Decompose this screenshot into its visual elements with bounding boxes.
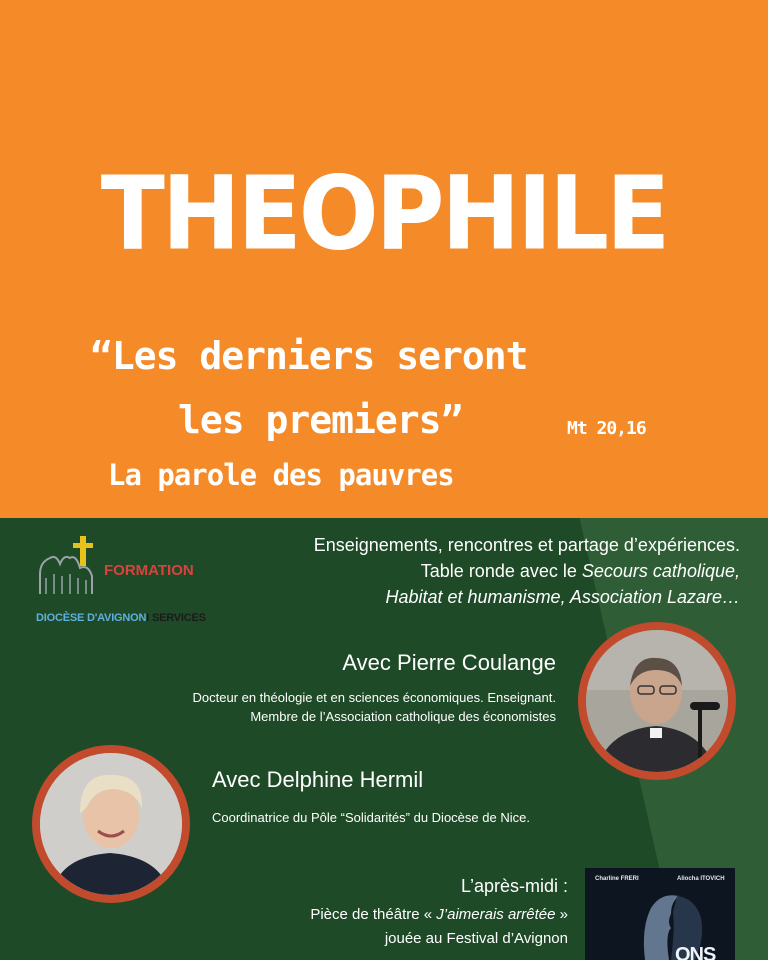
afternoon-play [310,906,568,923]
diocese-logo [36,534,206,624]
poster-actor-left: Charline FRERI [595,876,639,882]
subtitle: La parole des pauvres [108,458,454,492]
speaker-desc-line: Membre de l’Association catholique des économistes [250,709,556,724]
logo-formation-text: FORMATION [104,562,194,579]
afternoon-play-prefix: Pièce de théâtre « [310,906,437,923]
afternoon-title: L’après-midi : [460,876,568,896]
church-cross-icon [36,534,106,596]
speaker-name-hermil: Avec Delphine Hermil [212,767,424,792]
afternoon-play-suffix: » [555,906,568,923]
logo-diocese-name: DIOCÈSE D'AVIGNON [36,612,147,624]
page-title: THEOPHILE [100,155,668,274]
intro-text [314,532,740,610]
poster-actor-right: Aliocha ITOVICH [677,876,725,882]
speaker-photo-hermil [32,745,190,903]
woman-portrait-image [40,753,182,895]
intro-line-2 [314,558,740,584]
speaker-desc-line: Docteur en théologie et en sciences économiques. Enseignant. [192,690,556,705]
intro-line-2-italic: Secours catholique, [581,561,740,581]
intro-line-1: Enseignements, rencontres et partage d’expériences. [313,535,740,555]
logo-diocese-text [36,612,206,624]
man-portrait-image [586,630,728,772]
speaker-desc-hermil: Coordinatrice du Pôle “Solidarités” du Diocèse de Nice. [212,810,530,825]
intro-line-3-italic: Habitat et humanisme, Association Lazare… [385,587,740,607]
poster-title-word: ONS [675,944,716,960]
play-poster [585,868,735,960]
intro-line-3 [314,584,740,610]
speaker-name-coulange: Avec Pierre Coulange [342,650,556,675]
quote-line-2: les premiers” [178,398,463,442]
quote-line-1: “Les derniers seront [90,334,528,378]
bible-reference: Mt 20,16 [567,418,646,439]
intro-line-2-plain: Table ronde avec le [420,561,582,581]
logo-services-text: I SERVICES [146,612,206,624]
speaker-photo-coulange [578,622,736,780]
content-section [0,518,768,960]
speaker-desc-coulange [136,688,556,726]
afternoon-festival: jouée au Festival d’Avignon [384,930,568,947]
play-title: J’aimerais arrêtée [436,906,556,923]
